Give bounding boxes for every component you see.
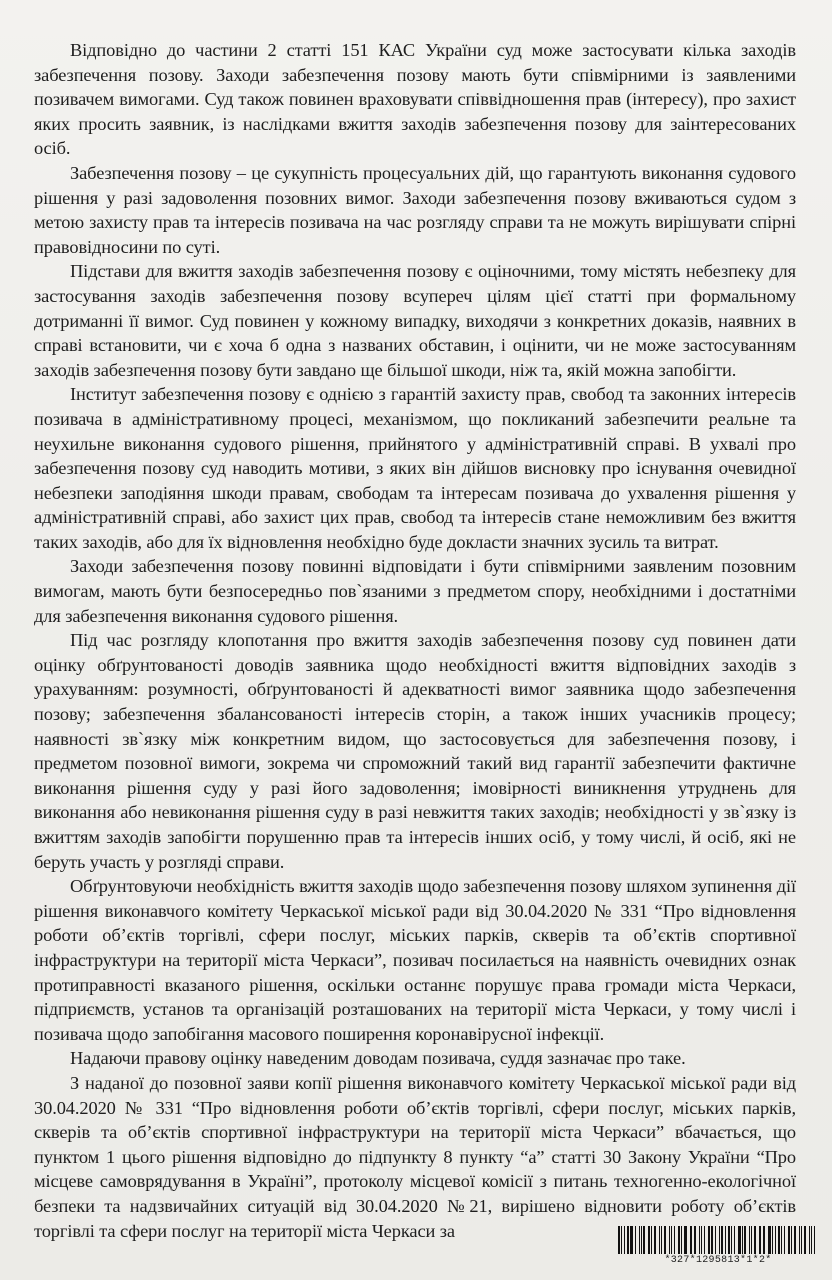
barcode-bar (618, 1226, 620, 1254)
barcode-bar (678, 1226, 680, 1254)
barcode-bar (719, 1226, 720, 1254)
barcode-bars (618, 1226, 818, 1254)
barcode-bar (694, 1226, 696, 1254)
paragraph-4: Інститут забезпечення позову є однією з гарантій захисту прав, свобод та законних інтересів позивача в адміністративному процесі, механізмом, що покликаний забезпечити реальне та неухильне виконання судового рішення, прийнятого у адміністративній справі. В ухвалі про забезпечення позову суд наводить мотиви, з яких він дійшов висновку про існування очевидної небезпеки заподіяння шкоди правам, свободам та інтересам позивача до ухвалення рішення у адміністративній справі, або захист цих прав, свобод та інтересів стане неможливим без вжиття таких заходів, або для їх відновлення необхідно буде докласти значних зусиль та витрат. (34, 384, 796, 552)
document-body (34, 38, 796, 1243)
barcode-bar (627, 1226, 629, 1254)
barcode-bar (728, 1226, 730, 1254)
barcode-bar (715, 1226, 716, 1254)
barcode-bar (669, 1226, 670, 1254)
barcode-bar (759, 1226, 760, 1254)
barcode-bar (804, 1226, 806, 1254)
barcode-bar (659, 1226, 660, 1254)
barcode-bar (664, 1226, 666, 1254)
barcode-bar (751, 1226, 752, 1254)
barcode-bar (731, 1226, 732, 1254)
barcode-bar (635, 1226, 636, 1254)
barcode-bar (643, 1226, 645, 1254)
paragraph-1: Відповідно до частини 2 статті 151 КАС України суд може застосувати кілька заходів забезпечення позову. Заходи забезпечення позову мають бути співмірними із заявленими позивачем вимогами. Суд також повинен враховувати співвідношення прав (інтересу), про захист яких просить заявник, із наслідками вжиття заходів забезпечення позову для заінтересованих осіб. (34, 40, 796, 159)
barcode-bar (671, 1226, 672, 1254)
paragraph-9: З наданої до позовної заяви копії рішення виконавчого комітету Черкаської міської ради від 30.04.2020 № 331 “Про відновлення роботи об’єктів торгівлі, сфери послуг, міських парків, скверів та об’єктів спортивної інфраструктури на території міста Черкаси” вбачається, що пунктом 1 цього рішення відповідно до підпункту 8 пункту “а” статті 30 Закону України “Про місцеве самоврядування в Україні”, протоколу місцевої комісії з питань техногенно-екологічної безпеки та надзвичайних ситуацій від 30.04.2020 №21, вирішено відновити роботу об’єктів торгівлі та сфери послуг на території міста Черкаси за (34, 1072, 796, 1241)
barcode-bar (690, 1226, 691, 1254)
barcode-bar (674, 1226, 676, 1254)
paragraph-7: Обґрунтовуючи необхідність вжиття заходів щодо забезпечення позову шляхом зупинення дії рішення виконавчого комітету Черкаської міської ради від 30.04.2020 № 331 “Про відновлення роботи об’єктів торгівлі, сфери послуг, міських парків, скверів та об’єктів спортивної інфраструктури на території міста Черкаси”, позивач посилається на наявність очевидних ознак протиправності вказаного рішення, оскільки останнє порушує права громади міста Черкаси, підприємств, установ та організацій розташованих на території міста Черкаси, у тому числі і позивача щодо запобігання масового поширення коронавірусної інфекції. (34, 876, 796, 1044)
barcode-bar (768, 1226, 771, 1254)
barcode-bar (711, 1226, 713, 1254)
barcode-bar (814, 1226, 815, 1254)
barcode-bar (811, 1226, 812, 1254)
barcode-bar (742, 1226, 743, 1254)
barcode-bar (691, 1226, 692, 1254)
barcode-bar (738, 1226, 741, 1254)
barcode-bar (760, 1226, 761, 1254)
barcode-bar (744, 1226, 746, 1254)
barcode-bar (725, 1226, 726, 1254)
barcode-bar (781, 1226, 782, 1254)
barcode-bar (704, 1226, 705, 1254)
barcode-bar (624, 1226, 625, 1254)
paragraph-3: Підстави для вжиття заходів забезпечення позову є оціночними, тому містять небезпеку для застосування заходів забезпечення позову всупереч цілям цієї статті при формальному дотриманні її вимог. Суд повинен у кожному випадку, виходячи з конкретних доказів, наявних в справі встановити, чи є хоча б одна з названих обставин, і оцінити, чи не може застосуванням заходів забезпечення позову бути завдано ще більшої шкоди, ніж та, якій можна запобігти. (34, 261, 796, 380)
paragraph-8: Надаючи правову оцінку наведеним доводам позивача, суддя зазначає про таке. (70, 1048, 686, 1069)
paragraph-2: Забезпечення позову – це сукупність процесуальних дій, що гарантують виконання судового рішення у разі задоволення позовних вимог. Заходи забезпечення позову вживаються судом з метою захисту прав та інтересів позивача на час розгляду справи та не можуть вирішувати спірні правовідносини по суті. (34, 162, 796, 257)
barcode-bar (791, 1226, 792, 1254)
barcode-bar (648, 1226, 650, 1254)
barcode-bar (681, 1226, 682, 1254)
barcode-bar (651, 1226, 652, 1254)
barcode-bar (801, 1226, 802, 1254)
barcode-bar (708, 1226, 711, 1254)
barcode-bar (809, 1226, 811, 1254)
barcode-bar (701, 1226, 702, 1254)
barcode-bar (772, 1226, 773, 1254)
barcode-bar (684, 1226, 687, 1254)
paragraph-5: Заходи забезпечення позову повинні відповідати і бути співмірними заявленим позовним вимогам, мають бути безпосередньо пов`язаними з предметом спору, необхідними і достатніми для забезпечення виконання судового рішення. (34, 556, 796, 626)
barcode-bar (661, 1226, 662, 1254)
barcode-bar (788, 1226, 790, 1254)
barcode-bar (721, 1226, 723, 1254)
barcode-bar (794, 1226, 797, 1254)
paragraph-6: Під час розгляду клопотання про вжиття заходів забезпечення позову суд повинен дати оцінку обґрунтованості доводів заявника щодо необхідності вжиття відповідних заходів з урахуванням: розумності, обґрунтованості й адекватності вимог заявника щодо забезпечення позову; забезпечення збалансованості інтересів сторін, а також інших учасників процесу; наявності зв`язку між конкретним видом, що застосовується для забезпечення позову, і предметом позовної вимоги, зокрема чи спроможний такий вид гарантії забезпечити фактичне виконання рішення суду у разі його задоволення; імовірності виникнення утруднень для виконання або невиконання рішення суду в разі невжиття таких заходів; необхідності у зв`язку із вжиттям заходів запобігти порушенню прав та інтересів інших осіб, у тому числі, й осіб, які не беруть участь у розгляді справи. (34, 630, 796, 872)
barcode-bar (749, 1226, 750, 1254)
barcode-bar (630, 1226, 633, 1254)
barcode-number: *327*1295813*1*2* (664, 1255, 772, 1266)
barcode-bar (734, 1226, 735, 1254)
barcode (618, 1226, 818, 1266)
barcode-bar (641, 1226, 642, 1254)
barcode-bar (699, 1226, 700, 1254)
barcode-bar (754, 1226, 756, 1254)
barcode-bar (639, 1226, 640, 1254)
barcode-bar (621, 1226, 622, 1254)
barcode-bar (775, 1226, 776, 1254)
barcode-bar (778, 1226, 780, 1254)
barcode-bar (784, 1226, 785, 1254)
barcode-bar (654, 1226, 657, 1254)
barcode-bar (799, 1226, 800, 1254)
barcode-bar (763, 1226, 765, 1254)
